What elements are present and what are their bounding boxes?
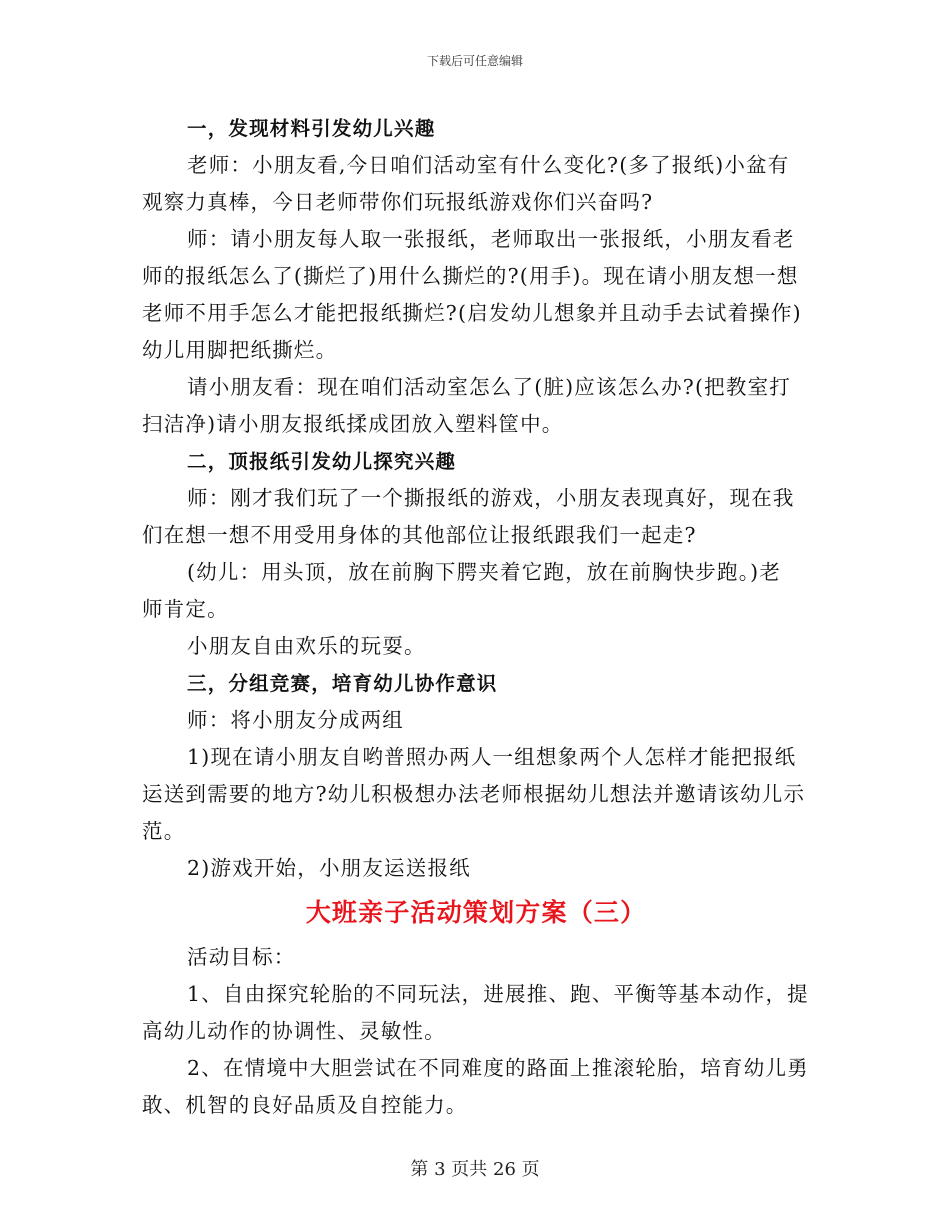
paragraph-line: 敢、机智的良好品质及自控能力。	[142, 1093, 468, 1117]
section-heading-2: 二，顶报纸引发幼儿探究兴趣	[187, 450, 457, 473]
document-title: 大班亲子活动策划方案（三）	[305, 898, 647, 927]
paragraph-line: 幼儿用脚把纸撕烂。	[142, 338, 338, 362]
document-body	[142, 110, 810, 1124]
paragraph-line: 运送到需要的地方?幼儿积极想办法老师根据幼儿想法并邀请该幼儿示	[142, 782, 806, 806]
paragraph-line: 2、在情境中大胆尝试在不同难度的路面上推滚轮胎，培育幼儿勇	[187, 1056, 809, 1080]
paragraph-line: 高幼儿动作的协调性、灵敏性。	[142, 1019, 446, 1043]
paragraph-line: (幼儿：用头顶，放在前胸下腭夹着它跑，放在前胸快步跑。)老	[187, 560, 782, 584]
paragraph-line: 范。	[142, 819, 186, 843]
paragraph-line: 扫洁净)请小朋友报纸揉成团放入塑料筐中。	[142, 412, 564, 436]
page-header: 下载后可任意编辑	[426, 54, 523, 68]
paragraph-line: 师：刚才我们玩了一个撕报纸的游戏，小朋友表现真好，现在我	[187, 486, 795, 510]
paragraph-line: 老师：小朋友看,今日咱们活动室有什么变化?(多了报纸)小盆有	[187, 153, 790, 177]
paragraph-line: 1、自由探究轮胎的不同玩法，进展推、跑、平衡等基本动作，提	[187, 982, 809, 1006]
paragraph-line: 老师不用手怎么才能把报纸撕烂?(启发幼儿想象并且动手去试着操作)	[142, 301, 802, 325]
section-heading-1: 一，发现材料引发幼儿兴趣	[187, 117, 436, 140]
page-footer: 第 3 页共 26 页	[410, 1159, 540, 1180]
paragraph-line: 们在想一想不用受用身体的其他部位让报纸跟我们一起走?	[142, 523, 697, 547]
paragraph-line: 师：请小朋友每人取一张报纸，老师取出一张报纸，小朋友看老	[187, 227, 795, 251]
paragraph-line: 活动目标：	[187, 945, 296, 969]
section-heading-3: 三，分组竞赛，培育幼儿协作意识	[187, 672, 498, 695]
paragraph-line: 观察力真棒，今日老师带你们玩报纸游戏你们兴奋吗?	[142, 190, 654, 214]
paragraph-line: 师的报纸怎么了(撕烂了)用什么撕烂的?(用手)。现在请小朋友想一想	[142, 264, 799, 288]
paragraph-line: 1)现在请小朋友自哟普照办两人一组想象两个人怎样才能把报纸	[187, 745, 797, 769]
paragraph-line: 小朋友自由欢乐的玩耍。	[187, 634, 426, 658]
paragraph-line: 师肯定。	[142, 597, 229, 621]
paragraph-line: 2)游戏开始，小朋友运送报纸	[187, 856, 471, 880]
paragraph-line: 师：将小朋友分成两组	[187, 708, 404, 732]
paragraph-line: 请小朋友看：现在咱们活动室怎么了(脏)应该怎么办?(把教室打	[187, 375, 791, 399]
